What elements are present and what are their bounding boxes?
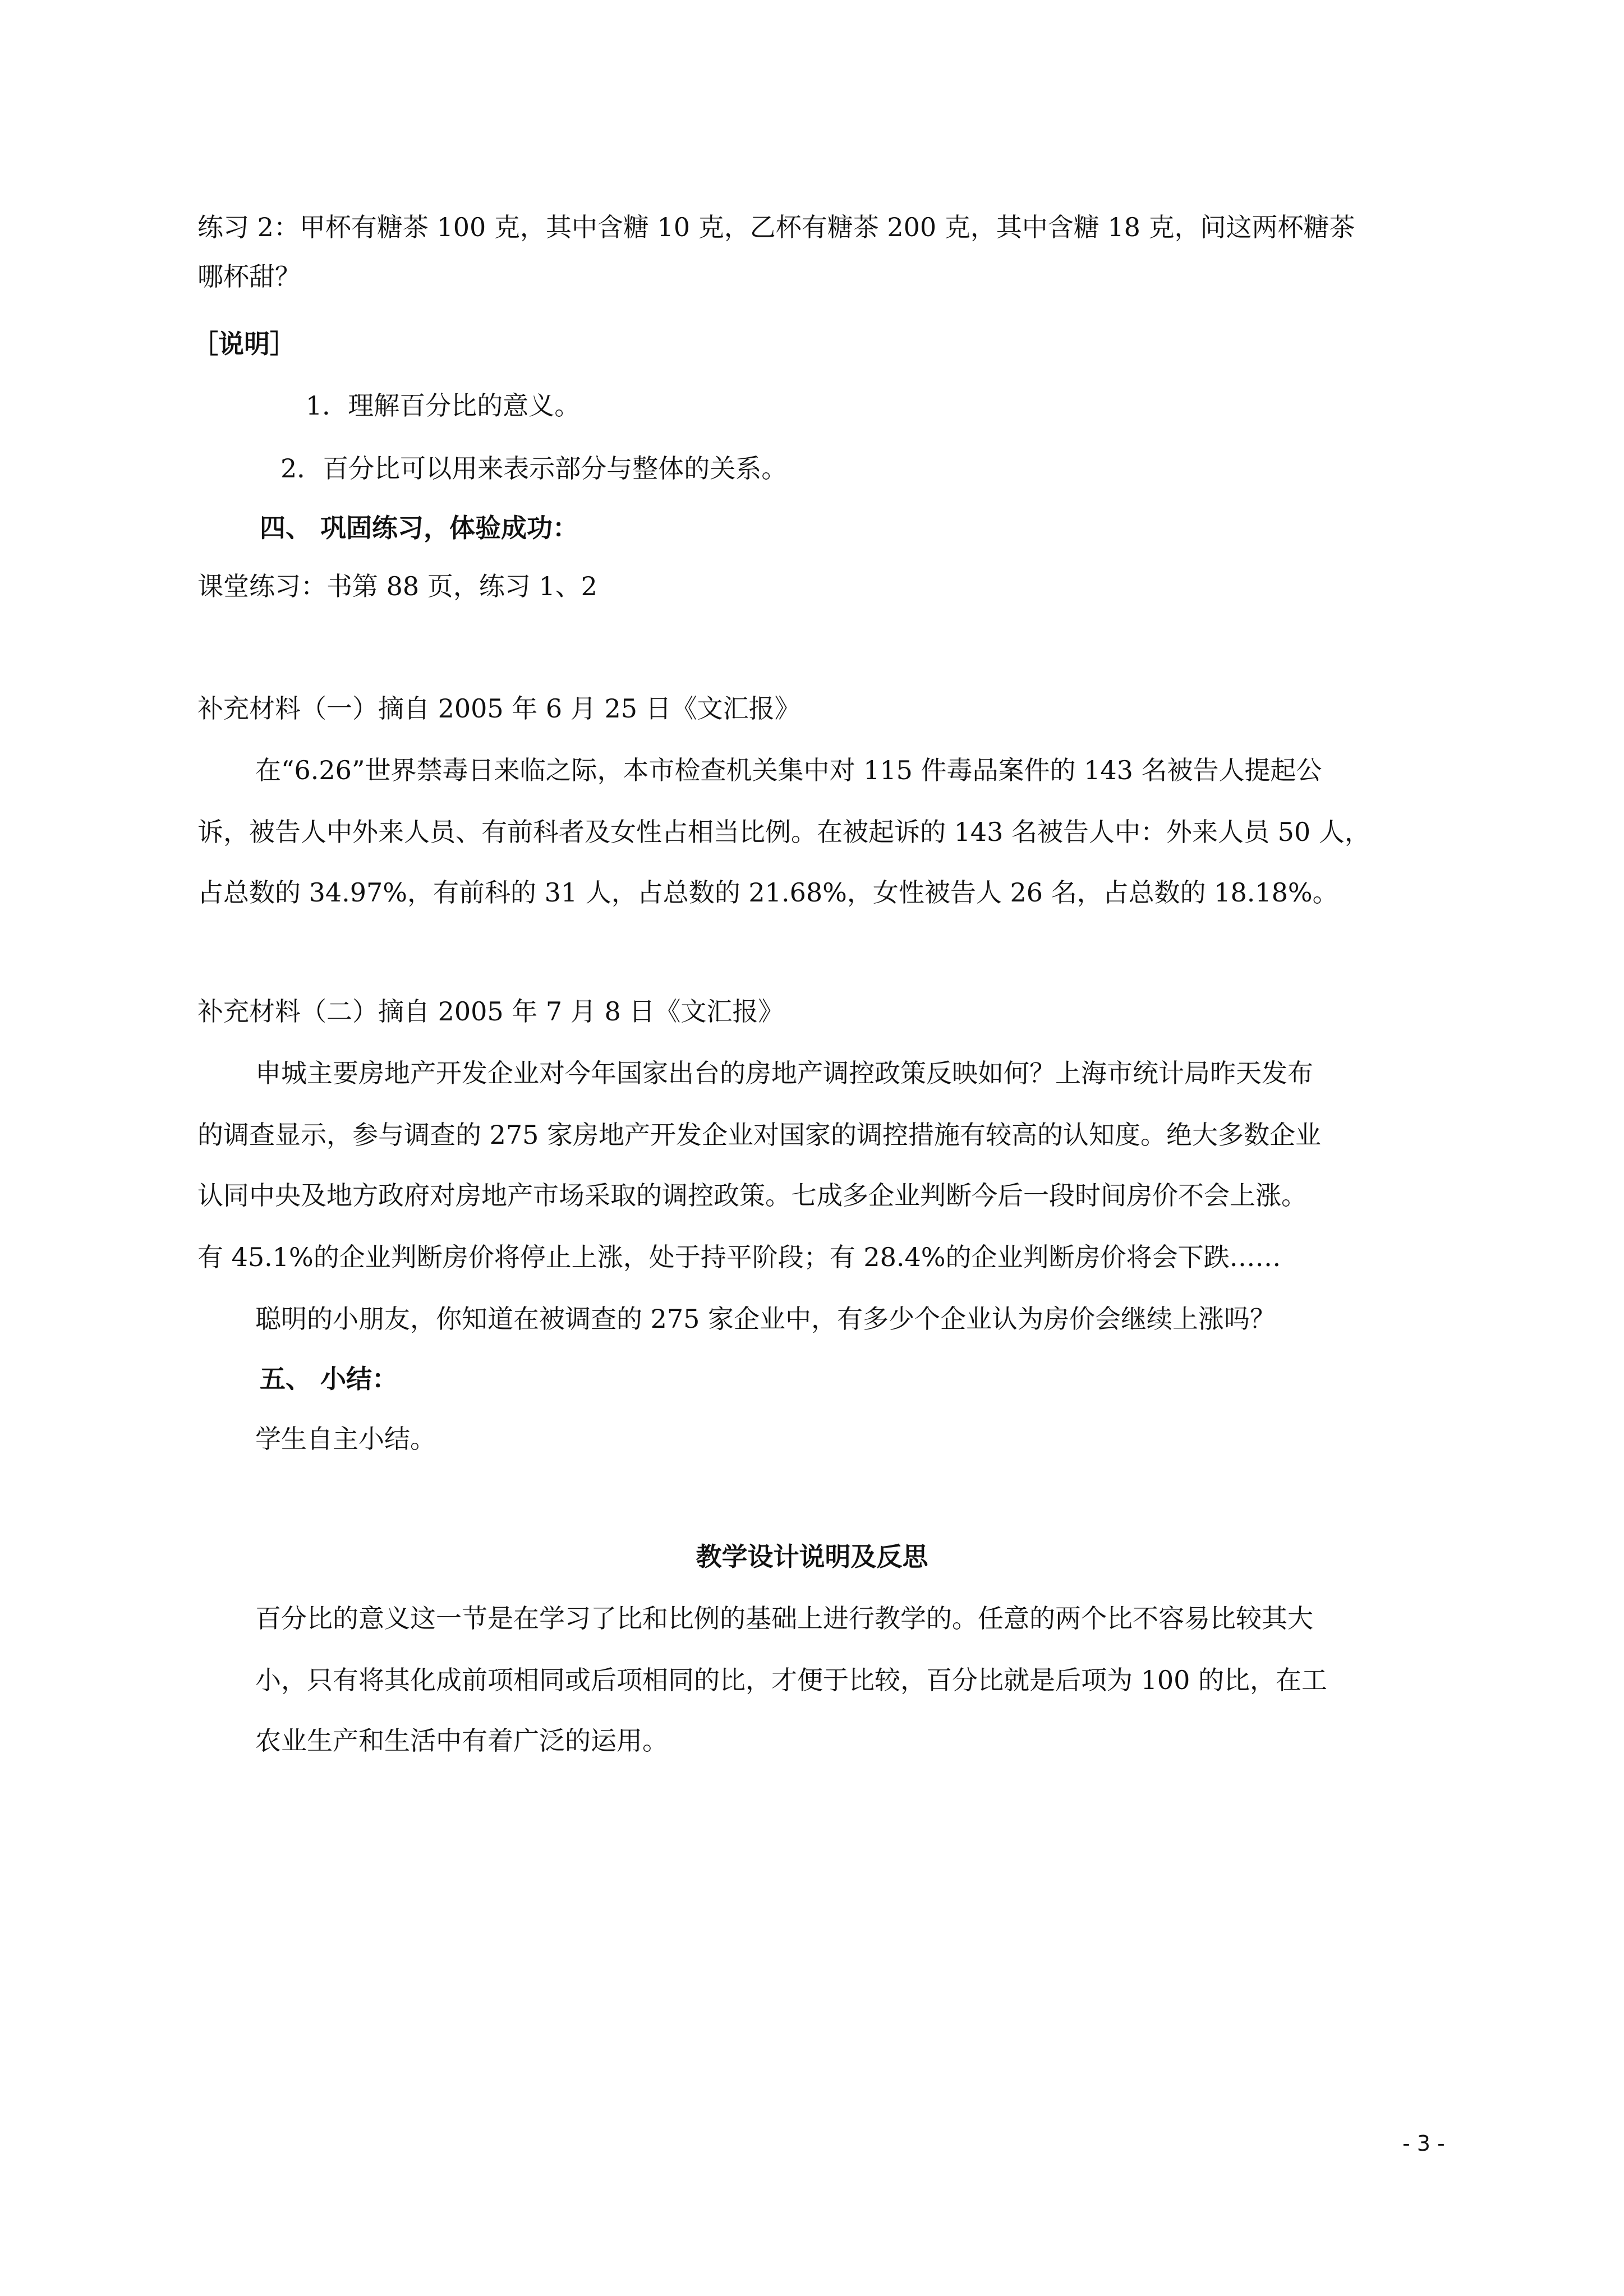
explanation-item-2: 2．百分比可以用来表示部分与整体的关系。 <box>280 453 788 484</box>
supplement-1-line-3: 占总数的 34.97%，有前科的 31 人，占总数的 21.68%，女性被告人 26 名，占总数的 18.18%。 <box>197 877 1338 908</box>
section-4-heading: 四、 巩固练习，体验成功： <box>260 513 579 543</box>
supplement-2-title: 补充材料（二）摘自 2005 年 7 月 8 日《文汇报》 <box>197 996 784 1027</box>
exercise-2-line-2: 哪杯甜？ <box>197 261 301 292</box>
supplement-1-title: 补充材料（一）摘自 2005 年 6 月 25 日《文汇报》 <box>197 693 801 724</box>
supplement-2-line-3: 认同中央及地方政府对房地产市场采取的调控政策。七成多企业判断今后一段时间房价不会上涨。 <box>197 1180 1307 1211</box>
explanation-item-1: 1．理解百分比的意义。 <box>306 390 581 421</box>
design-title: 教学设计说明及反思 <box>696 1542 928 1572</box>
design-line-1: 百分比的意义这一节是在学习了比和比例的基础上进行教学的。任意的两个比不容易比较其大 <box>255 1603 1313 1634</box>
supplement-2-line-2: 的调查显示，参与调查的 275 家房地产开发企业对国家的调控措施有较高的认知度。绝大多数企业 <box>197 1120 1322 1150</box>
exercise-2-line-1: 练习 2：甲杯有糖茶 100 克，其中含糖 10 克，乙杯有糖茶 200 克，其中含糖 18 克，问这两杯糖茶 <box>197 212 1355 242</box>
supplement-2-question: 聪明的小朋友，你知道在被调查的 275 家企业中，有多少个企业认为房价会继续上涨吗？ <box>255 1304 1276 1334</box>
supplement-2-line-4: 有 45.1%的企业判断房价将停止上涨，处于持平阶段；有 28.4%的企业判断房价将会下跌…… <box>197 1242 1281 1272</box>
supplement-1-line-2: 诉，被告人中外来人员、有前科者及女性占相当比例。在被起诉的 143 名被告人中：外来人员 50 人， <box>197 817 1370 847</box>
classwork-text: 课堂练习：书第 88 页，练习 1、2 <box>197 571 597 601</box>
design-line-3: 农业生产和生活中有着广泛的运用。 <box>255 1726 668 1756</box>
supplement-2-line-1: 申城主要房地产开发企业对今年国家出台的房地产调控政策反映如何？上海市统计局昨天发布 <box>255 1058 1313 1088</box>
design-line-2: 小，只有将其化成前项相同或后项相同的比，才便于比较，百分比就是后项为 100 的比，在工 <box>255 1665 1328 1695</box>
summary-text: 学生自主小结。 <box>255 1424 436 1454</box>
page-number: - 3 - <box>1402 2131 1445 2156</box>
section-5-heading: 五、 小结： <box>260 1364 398 1394</box>
explanation-label: ［说明］ <box>192 329 296 359</box>
supplement-1-line-1: 在“6.26”世界禁毒日来临之际，本市检查机关集中对 115 件毒品案件的 143 名被告人提起公 <box>255 755 1322 785</box>
